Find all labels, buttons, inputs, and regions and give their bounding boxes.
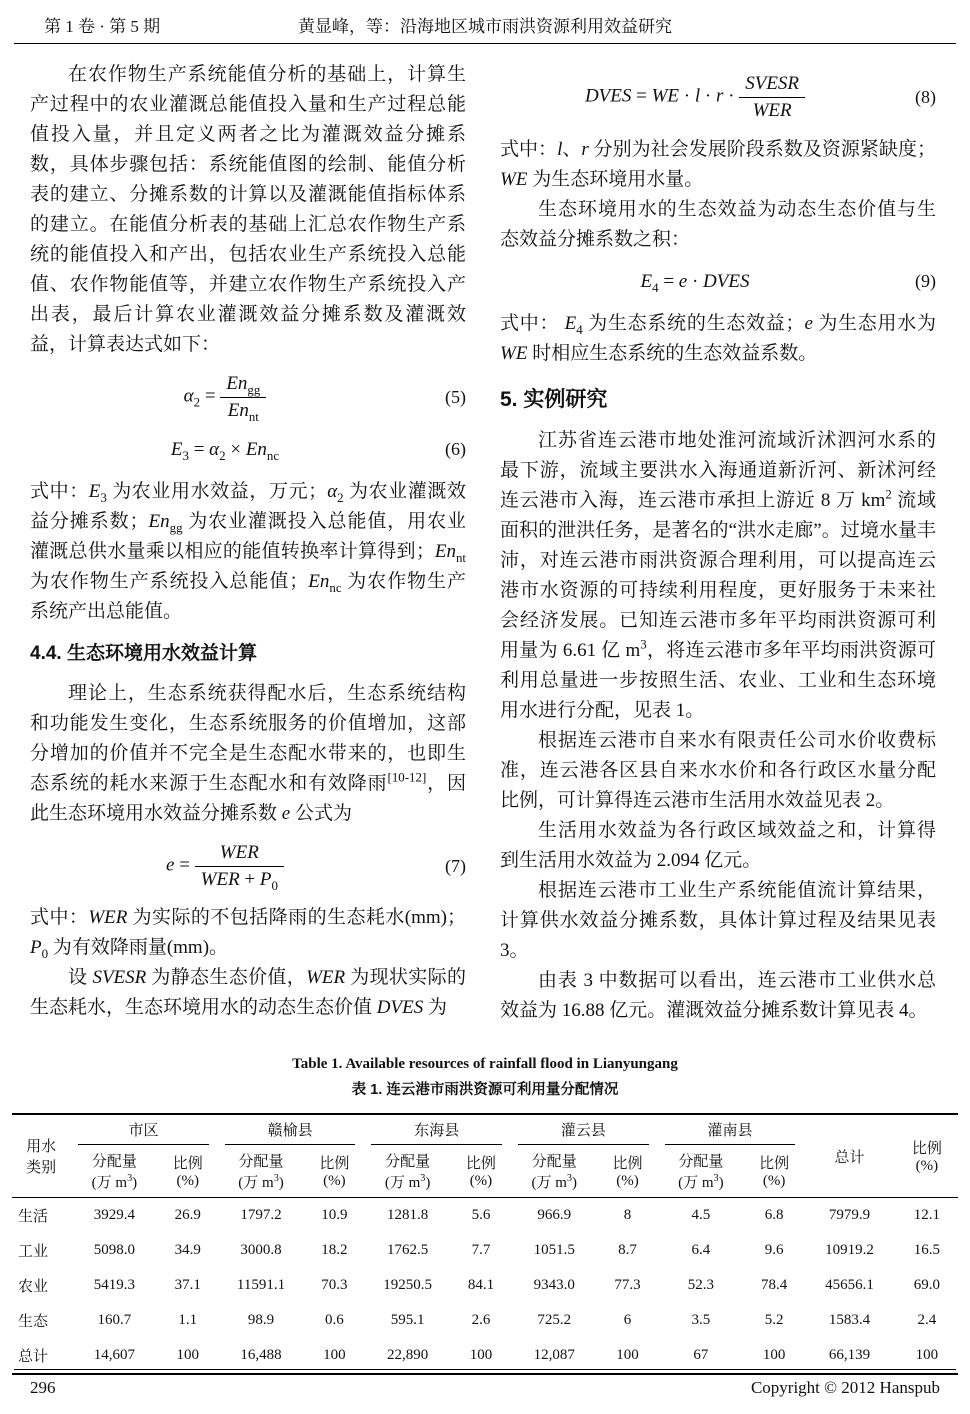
table-1-section (0, 1026, 970, 1375)
equation-8-number: (8) (915, 87, 936, 108)
equation-9-number: (9) (915, 271, 936, 292)
table-cell: 7979.9 (828, 1207, 871, 1224)
table-cell: 725.2 (537, 1312, 572, 1329)
table-cell: 19250.5 (383, 1277, 432, 1294)
paragraph: 式中： $E_4$ 为生态系统的生态效益；e 为生态用水为 WE 时相应生态系统的生态效益系数。 (500, 312, 936, 364)
table-cell: 16,488 (240, 1347, 282, 1364)
section-heading-4-4: 4.4. 生态环境用水效益计算 (30, 642, 257, 664)
table-row (12, 1303, 958, 1338)
table-cell: 4.5 (691, 1207, 711, 1224)
paragraph: 式中：l、r 分别为社会发展阶段系数及资源紧缺度；WE 为生态环境用水量。 (500, 138, 936, 190)
table-1 (12, 1113, 958, 1375)
table-cell: 2.6 (471, 1312, 491, 1329)
col-header-ratio: 比例 (%) (911, 1141, 942, 1175)
table-cell: 160.7 (97, 1312, 132, 1329)
table-cell: 2.4 (917, 1312, 937, 1329)
table-cell: 100 (323, 1347, 346, 1364)
row-label: 总计 (18, 1349, 49, 1366)
col-subheader-alloc: 分配量 (万 $m^3$) (531, 1154, 577, 1192)
page-number: 296 (30, 1378, 56, 1397)
table-cell: 14,607 (93, 1347, 136, 1364)
group-label: 东海县 (371, 1119, 502, 1145)
group-label: 灌南县 (665, 1119, 796, 1145)
left-column (30, 60, 466, 1026)
group-label: 市区 (78, 1119, 209, 1145)
table-cell: 26.9 (174, 1207, 201, 1224)
col-header-total: 总计 (834, 1149, 865, 1166)
table-cell: 52.3 (687, 1277, 714, 1294)
table-cell: 66,139 (828, 1347, 871, 1364)
equation-6 (30, 435, 466, 465)
copyright-notice: Copyright © 2012 Hanspub (750, 1378, 940, 1397)
col-subheader-alloc: 分配量 (万 $m^3$) (384, 1154, 431, 1192)
row-label: 工业 (18, 1244, 49, 1261)
table-cell: 77.3 (614, 1277, 641, 1294)
table-title-chinese: 表 1. 连云港市雨洪资源可利用量分配情况 (351, 1082, 619, 1099)
table-row (12, 1198, 958, 1234)
col-group-donghai (363, 1114, 510, 1145)
table-cell: 100 (616, 1347, 639, 1364)
table-cell: 3929.4 (93, 1207, 136, 1224)
paragraph: 根据连云港市自来水有限责任公司水价收费标准，连云港各区县自来水水价和各行政区水量分配比例，可计算得连云港市生活用水效益见表 2。 (500, 729, 936, 811)
table-cell: 1583.4 (828, 1312, 871, 1329)
equation-7 (30, 841, 466, 892)
table-cell: 18.2 (321, 1242, 348, 1259)
table-cell: 22,890 (387, 1347, 429, 1364)
running-title: 黄显峰，等：沿海地区城市雨洪资源利用效益研究 (298, 17, 672, 36)
table-header (12, 1114, 958, 1198)
journal-issue: 第 1 卷 · 第 5 期 (44, 17, 161, 36)
col-subheader-ratio: 比例 (%) (319, 1156, 350, 1190)
paragraph: 生活用水效益为各行政区域效益之和，计算得到生活用水效益为 2.094 亿元。 (500, 819, 936, 871)
table-cell: 1797.2 (240, 1207, 282, 1224)
table-cell: 100 (915, 1347, 939, 1364)
right-column (500, 60, 936, 1026)
col-group-guannan (657, 1114, 804, 1145)
page-footer (14, 1369, 956, 1398)
paragraph: 在农作物生产系统能值分析的基础上，计算生产过程中的农业灌溉总能值投入量和生产过程总能值投入量，并且定义两者之比为灌溉效益分摊系数，具体步骤包括：系统能值图的绘制、能值分析表的建立、分摊系数的计算以及灌溉能值指标体系的建立。在能值分析表的基础上汇总农作物生产系统的能值投入和产出，包括农业生产系统投入总能值、农作物能值等，并建立农作物生产系统投入产出表，最后计算农业灌溉效益分摊系数及灌溉效益，计算表达式如下： (30, 64, 466, 356)
table-cell: 5419.3 (93, 1277, 136, 1294)
col-subheader-ratio: 比例 (%) (172, 1156, 203, 1190)
paragraph: 江苏省连云港市地处淮河流域沂沭泗河水系的最下游，流域主要洪水入海通道新沂河、新沭河经连云港市入海，连云港市承担上游近 8 万 $km^2$ 流域面积的泄洪任务，是著名的“洪水走廊”。过境水量丰沛，对连云港市雨洪资源合理利用，可以提高连云港市水资源的可持续利用程度，更好服务于未来社会经济发展。已知连云港市多年平均雨洪资源可利用量为 6.61 亿 $m^3$，将连云港市多年平均雨洪资源可利用总量进一步按照生活、农业、工业和生态环境用水进行分配，见表 1。 (500, 429, 936, 721)
equation-8-body: DVES = WE · l · r · $\frac{\text{SVESR}}{\text{WER}}$ (500, 72, 890, 123)
table-cell: 78.4 (761, 1277, 788, 1294)
paragraph: 生态环境用水的生态效益为动态生态价值与生态效益分摊系数之积： (500, 198, 936, 250)
group-label: 灌云县 (518, 1119, 649, 1145)
equation-5-body: $\alpha_2$ = $\frac{En_{gg}}{En_{nt}}$ (30, 372, 420, 423)
table-cell: 5.6 (471, 1207, 491, 1224)
paragraph: 由表 3 中数据可以看出，连云港市工业供水总效益为 16.88 亿元。灌溉效益分摊系数计算见表 4。 (500, 970, 936, 1022)
equation-5-number: (5) (445, 387, 466, 408)
paragraph: 设 SVESR 为静态生态价值，WER 为现状实际的生态耗水，生态环境用水的动态生态价值 DVES 为 (30, 967, 466, 1019)
row-label: 生活 (18, 1209, 49, 1226)
table-cell: 9.6 (764, 1242, 784, 1259)
table-cell: 67 (693, 1347, 709, 1364)
table-cell: 10919.2 (825, 1242, 874, 1259)
equation-9 (500, 267, 936, 297)
table-cell: 84.1 (467, 1277, 495, 1294)
table-cell: 9343.0 (533, 1277, 575, 1294)
section-heading-5: 5. 实例研究 (500, 387, 608, 411)
equation-8 (500, 72, 936, 123)
table-cell: 1281.8 (387, 1207, 429, 1224)
paragraph: 理论上，生态系统获得配水后，生态系统结构和功能发生变化，生态系统服务的价值增加，这部分增加的价值并不完全是生态配水带来的，也即生态系统的耗水来源于生态配水和有效降雨[10-12]，因此生态环境用水效益分摊系数 e 公式为 (30, 682, 466, 824)
table-cell: 100 (762, 1347, 786, 1364)
table-cell: 12.1 (913, 1207, 940, 1224)
table-cell: 966.9 (537, 1207, 572, 1224)
table-row (12, 1233, 958, 1268)
equation-7-number: (7) (445, 855, 466, 876)
table-cell: 1.1 (178, 1312, 198, 1329)
table-cell: 12,087 (533, 1347, 575, 1364)
table-cell: 8.7 (618, 1242, 637, 1259)
table-cell: 98.9 (247, 1312, 275, 1329)
table-cell: 37.1 (174, 1277, 201, 1294)
page-header (14, 0, 956, 44)
table-cell: 70.3 (321, 1277, 348, 1294)
table-cell: 100 (469, 1347, 493, 1364)
table-cell: 3000.8 (240, 1242, 282, 1259)
table-cell: 100 (176, 1347, 199, 1364)
table-cell: 1051.5 (533, 1242, 575, 1259)
table-header-row-groups (12, 1114, 958, 1145)
col-subheader-alloc: 分配量 (万 $m^3$) (91, 1154, 138, 1192)
paragraph: 式中：WER 为实际的不包括降雨的生态耗水(mm)；$P_0$ 为有效降雨量(mm)。 (30, 907, 466, 962)
table-cell: 7.7 (471, 1242, 491, 1259)
table-cell: 8 (623, 1207, 632, 1224)
table-cell: 5098.0 (93, 1242, 136, 1259)
col-header-category: 用水 类别 (26, 1139, 57, 1177)
table-cell: 11591.1 (236, 1277, 286, 1294)
equation-5 (30, 372, 466, 423)
table-cell: 0.6 (324, 1312, 344, 1329)
table-cell: 45656.1 (825, 1277, 874, 1294)
paragraph: 式中：$E_3$ 为农业用水效益，万元；$\alpha_2$ 为农业灌溉效益分摊系数；$En_{gg}$ 为农业灌溉投入总能值，用农业灌溉总供水量乘以相应的能值转换率计算得到；$En_{nt}$ 为农作物生产系统投入总能值；$En_{nc}$ 为农作物生产系统产出总能值。 (30, 480, 466, 622)
two-column-body (0, 44, 970, 1026)
table-title-english: Table 1. Available resources of rainfall flood in Lianyungang (292, 1056, 678, 1073)
table-body (12, 1198, 958, 1375)
table-cell: 34.9 (174, 1242, 201, 1259)
row-label: 生态 (18, 1314, 49, 1331)
equation-6-body: $E_3 = \alpha_2 \times En_{nc}$ (170, 438, 280, 463)
col-subheader-alloc: 分配量 (万 $m^3$) (238, 1154, 284, 1192)
table-row (12, 1268, 958, 1303)
col-group-shiqu (70, 1114, 217, 1145)
equation-6-number: (6) (445, 439, 466, 460)
table-cell: 6.8 (764, 1207, 784, 1224)
group-label: 赣榆县 (225, 1119, 356, 1145)
equation-7-body: e = $\frac{\text{WER}}{WER + P_0}$ (30, 841, 420, 892)
col-group-guanyun (510, 1114, 657, 1145)
table-cell: 6 (623, 1312, 632, 1329)
table-cell: 6.4 (691, 1242, 711, 1259)
table-cell: 5.2 (764, 1312, 784, 1329)
col-group-ganyu (217, 1114, 364, 1145)
table-cell: 3.5 (691, 1312, 711, 1329)
col-subheader-ratio: 比例 (%) (612, 1156, 643, 1190)
table-cell: 69.0 (913, 1277, 940, 1294)
col-subheader-ratio: 比例 (%) (465, 1156, 496, 1190)
col-subheader-ratio: 比例 (%) (759, 1156, 790, 1190)
col-subheader-alloc: 分配量 (万 $m^3$) (678, 1154, 724, 1192)
equation-9-body: $E_4 = e$ · DVES (640, 270, 750, 295)
table-cell: 16.5 (913, 1242, 940, 1259)
table-cell: 1762.5 (387, 1242, 429, 1259)
table-cell: 595.1 (390, 1312, 425, 1329)
paragraph: 根据连云港市工业生产系统能值流计算结果，计算供水效益分摊系数，具体计算过程及结果见表 3。 (500, 880, 936, 962)
row-label: 农业 (18, 1279, 49, 1296)
table-cell: 10.9 (321, 1207, 348, 1224)
